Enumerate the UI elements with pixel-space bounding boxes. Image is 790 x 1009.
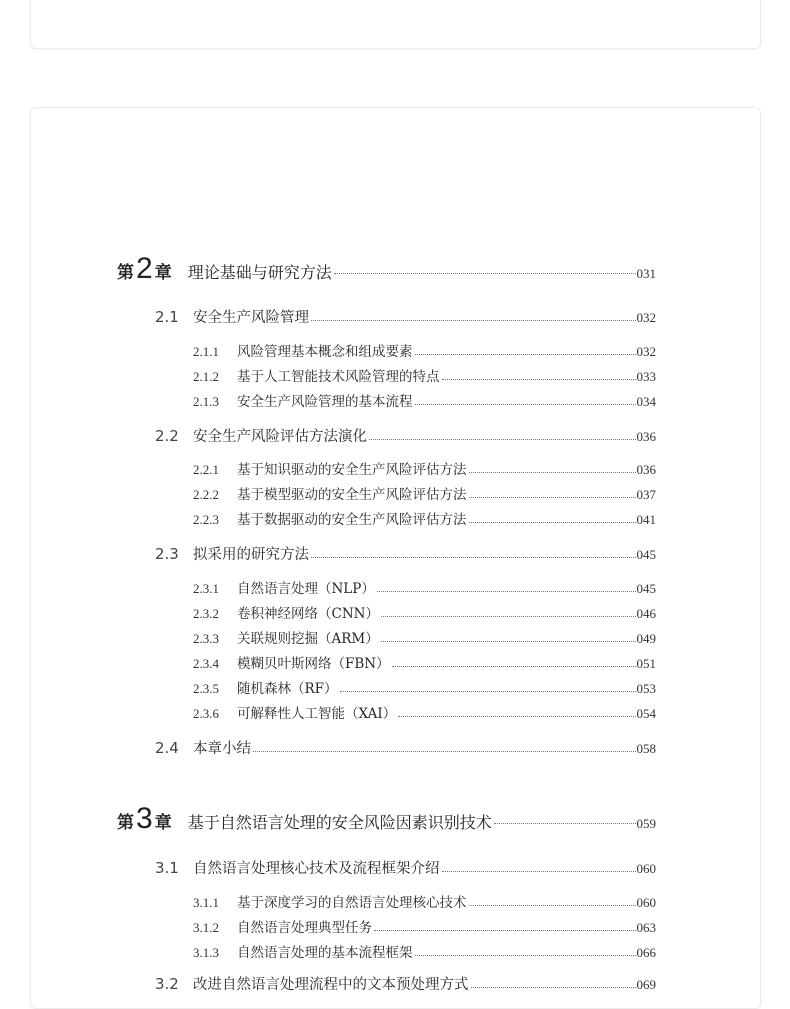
subsection-number: 2.3.3 [193, 631, 219, 646]
previous-page-card [30, 0, 761, 49]
section-title: 自然语言处理核心技术及流程框架介绍 [193, 861, 440, 877]
subsection-2-1-2-entry[interactable] [193, 365, 656, 385]
subsection-title: 可解释性人工智能（XAI） [237, 706, 397, 722]
chapter-number: 3 [136, 802, 153, 835]
subsection-number: 3.1.1 [193, 895, 219, 910]
subsection-title: 随机森林（RF） [237, 681, 338, 697]
page-number: 032 [636, 344, 656, 359]
subsection-number: 3.1.3 [193, 945, 219, 960]
dot-leader [392, 666, 636, 667]
page-number: 054 [636, 706, 656, 721]
subsection-title: 自然语言处理典型任务 [237, 920, 372, 936]
dot-leader [377, 591, 636, 592]
subsection-3-1-3-entry[interactable] [193, 941, 656, 961]
section-2-3-entry[interactable] [155, 543, 656, 564]
dot-leader [253, 751, 636, 752]
subsection-title: 自然语言处理的基本流程框架 [237, 945, 413, 961]
subsection-title: 基于深度学习的自然语言处理核心技术 [237, 895, 467, 911]
page-number: 058 [636, 741, 656, 756]
subsection-title: 卷积神经网络（CNN） [237, 606, 379, 622]
chapter-title: 理论基础与研究方法 [187, 263, 332, 282]
subsection-title: 模糊贝叶斯网络（FBN） [237, 656, 390, 672]
subsection-3-1-1-entry[interactable] [193, 891, 656, 911]
page-number: 034 [636, 394, 656, 409]
page-number: 069 [636, 977, 656, 992]
page-number: 037 [636, 487, 656, 502]
page-number: 059 [636, 816, 656, 831]
page-number: 049 [636, 631, 656, 646]
subsection-2-3-2-entry[interactable] [193, 602, 656, 622]
subsection-title: 基于数据驱动的安全生产风险评估方法 [237, 512, 467, 528]
subsection-number: 2.2.3 [193, 512, 219, 527]
section-2-1-entry[interactable] [155, 306, 656, 327]
section-title: 拟采用的研究方法 [193, 547, 309, 563]
subsection-number: 2.2.2 [193, 487, 219, 502]
section-title: 改进自然语言处理流程中的文本预处理方式 [193, 977, 469, 993]
dot-leader [311, 320, 636, 321]
section-title: 本章小结 [193, 741, 251, 757]
dot-leader [381, 616, 636, 617]
page-number: 045 [636, 581, 656, 596]
subsection-number: 2.1.3 [193, 394, 219, 409]
subsection-2-3-3-entry[interactable] [193, 627, 656, 647]
dot-leader [494, 823, 636, 824]
section-3-2-entry[interactable] [155, 973, 656, 994]
subsection-2-2-1-entry[interactable] [193, 458, 656, 478]
subsection-title: 风险管理基本概念和组成要素 [237, 344, 413, 360]
chapter-suffix: 章 [154, 813, 172, 833]
dot-leader [340, 691, 636, 692]
subsection-2-1-1-entry[interactable] [193, 340, 656, 360]
subsection-3-1-2-entry[interactable] [193, 916, 656, 936]
dot-leader [469, 522, 636, 523]
subsection-number: 2.3.6 [193, 706, 219, 721]
chapter-3-entry[interactable] [117, 804, 656, 834]
dot-leader [374, 930, 636, 931]
dot-leader [381, 641, 636, 642]
page-number: 045 [636, 547, 656, 562]
subsection-number: 2.2.1 [193, 462, 219, 477]
subsection-title: 基于知识驱动的安全生产风险评估方法 [237, 462, 467, 478]
dot-leader [311, 557, 636, 558]
page-number: 051 [636, 656, 656, 671]
section-number: 2.3 [155, 545, 179, 563]
section-2-4-entry[interactable] [155, 737, 656, 758]
section-number: 2.1 [155, 308, 179, 326]
chapter-number: 2 [136, 252, 153, 285]
chapter-prefix: 第 [117, 813, 134, 833]
chapter-2-entry[interactable] [117, 254, 656, 284]
dot-leader [469, 497, 636, 498]
page-number: 032 [636, 310, 656, 325]
subsection-number: 2.1.1 [193, 344, 219, 359]
subsection-number: 2.3.2 [193, 606, 219, 621]
chapter-prefix: 第 [117, 263, 134, 283]
page-number: 046 [636, 606, 656, 621]
subsection-2-3-4-entry[interactable] [193, 652, 656, 672]
page-number: 063 [636, 920, 656, 935]
page-number: 036 [636, 429, 656, 444]
subsection-2-3-6-entry[interactable] [193, 702, 656, 722]
dot-leader [442, 379, 636, 380]
subsection-title: 关联规则挖掘（ARM） [237, 631, 379, 647]
dot-leader [369, 439, 636, 440]
chapter-title: 基于自然语言处理的安全风险因素识别技术 [187, 813, 492, 832]
section-2-2-entry[interactable] [155, 425, 656, 446]
section-title: 安全生产风险管理 [193, 310, 309, 326]
section-number: 3.2 [155, 975, 179, 993]
subsection-number: 2.3.4 [193, 656, 219, 671]
dot-leader [334, 273, 636, 274]
page-number: 066 [636, 945, 656, 960]
subsection-2-3-1-entry[interactable] [193, 577, 656, 597]
section-number: 2.4 [155, 739, 179, 757]
dot-leader [398, 716, 635, 717]
page-number: 041 [636, 512, 656, 527]
dot-leader [469, 905, 636, 906]
subsection-title: 基于人工智能技术风险管理的特点 [237, 369, 440, 385]
page-number: 031 [636, 266, 656, 281]
section-3-1-entry[interactable] [155, 857, 656, 878]
subsection-2-1-3-entry[interactable] [193, 390, 656, 410]
subsection-title: 基于模型驱动的安全生产风险评估方法 [237, 487, 467, 503]
dot-leader [471, 987, 636, 988]
subsection-title: 自然语言处理（NLP） [237, 581, 375, 597]
page-number: 053 [636, 681, 656, 696]
page-number: 060 [636, 895, 656, 910]
page-number: 036 [636, 462, 656, 477]
subsection-2-2-3-entry[interactable] [193, 508, 656, 528]
chapter-suffix: 章 [154, 263, 172, 283]
section-number: 2.2 [155, 427, 179, 445]
subsection-number: 2.3.1 [193, 581, 219, 596]
dot-leader [442, 871, 636, 872]
subsection-number: 2.1.2 [193, 369, 219, 384]
dot-leader [415, 404, 636, 405]
dot-leader [469, 472, 636, 473]
page-number: 060 [636, 861, 656, 876]
section-number: 3.1 [155, 859, 179, 877]
dot-leader [415, 955, 636, 956]
page-number: 033 [636, 369, 656, 384]
subsection-title: 安全生产风险管理的基本流程 [237, 394, 413, 410]
section-title: 安全生产风险评估方法演化 [193, 429, 367, 445]
subsection-2-3-5-entry[interactable] [193, 677, 656, 697]
dot-leader [415, 354, 636, 355]
subsection-number: 3.1.2 [193, 920, 219, 935]
subsection-2-2-2-entry[interactable] [193, 483, 656, 503]
subsection-number: 2.3.5 [193, 681, 219, 696]
